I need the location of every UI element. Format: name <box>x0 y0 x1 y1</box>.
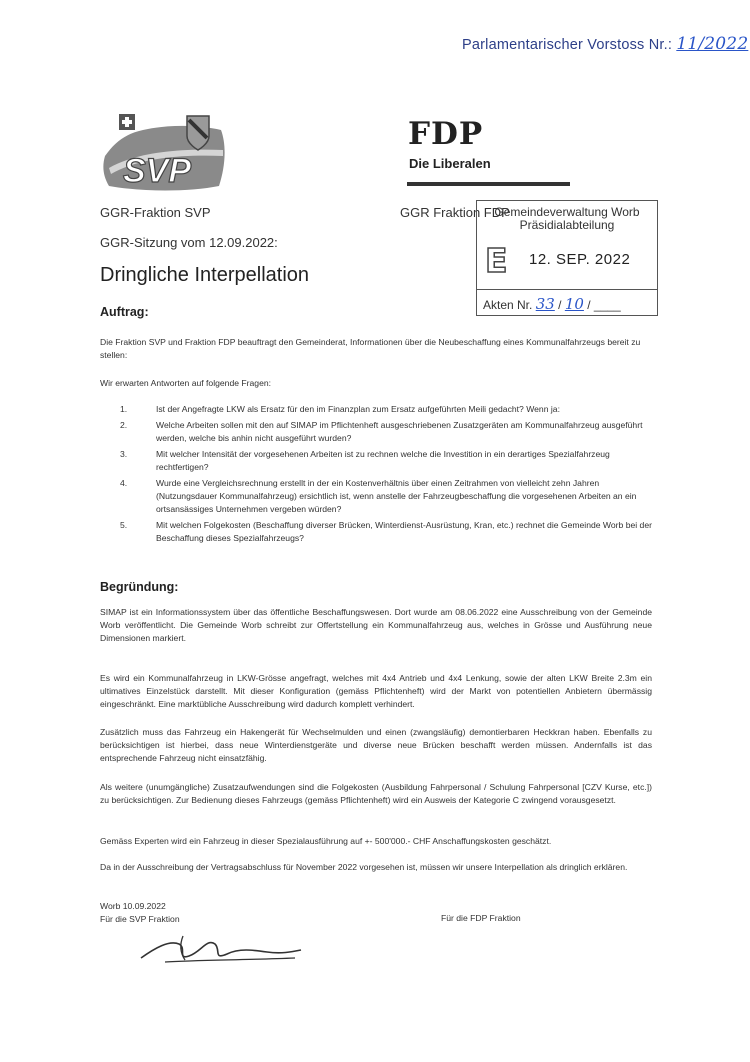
svp-signature-label: Für die SVP Fraktion <box>100 914 180 924</box>
question-item <box>100 419 652 445</box>
question-number: 5. <box>120 520 128 530</box>
session-date: GGR-Sitzung vom 12.09.2022: <box>100 235 278 250</box>
handwritten-signature <box>135 930 305 966</box>
begruendung-paragraph: Gemäss Experten wird ein Fahrzeug in dieser Spezialausführung auf +- 500'000.- CHF Anschaffungskosten geschätzt. <box>100 836 552 846</box>
stamp-akten-number-2: 10 <box>564 295 584 313</box>
questions-list <box>100 403 652 545</box>
stamp-date: 12. SEP. 2022 <box>529 251 631 268</box>
stamp-department: Präsidialabteilung <box>519 218 615 232</box>
question-text: Wurde eine Vergleichsrechnung erstellt in der ein Kostenverhältnis über einen Zeitrahmen von vielleicht zehn Jahren (Nutzungsdauer Kommunalfahrzeug) ersichtlich ist, wenn anstelle der Fahrzeugbeschaffung die vorgesehenen Arbeiten an ein ortsansässiges Unternehmen vergeben würden? <box>156 478 637 514</box>
stamp-divider <box>477 289 657 290</box>
fdp-logo-underline <box>407 182 570 186</box>
document-title: Dringliche Interpellation <box>100 264 310 286</box>
fdp-signature-label: Für die FDP Fraktion <box>441 913 521 923</box>
stamp-akten-tail: / ____ <box>587 298 621 312</box>
begruendung-paragraph: Als weitere (unumgängliche) Zusatzaufwendungen sind die Folgekosten (Ausbildung Fahrpersonal / Schulung Fahrpersonal [CZV Kurse, etc.]) zu berücksichtigen. Zur Bedienung dieses Fahrzeugs (gemäss Pflichtenheft) wird ein Ausweis der Kategorie C zwingend vorausgesetzt. <box>100 782 652 805</box>
vorstoss-label: Parlamentarischer Vorstoss Nr.: <box>462 37 673 53</box>
question-item <box>100 403 652 416</box>
svp-logo <box>103 110 228 195</box>
auftrag-intro: Die Fraktion SVP und Fraktion FDP beauftragt den Gemeinderat, Informationen über die Neubeschaffung eines Kommunalfahrzeugs bereit zu stellen: <box>100 337 641 360</box>
begruendung-paragraph: Da in der Ausschreibung der Vertragsabschluss für November 2022 vorgesehen ist, müssen wir unsere Interpellation als dringlich erklären. <box>100 862 628 872</box>
question-item <box>100 477 652 516</box>
faction-fdp: GGR Fraktion FDP <box>400 205 510 220</box>
svg-text:SVP: SVP <box>123 152 192 190</box>
stamp-akten <box>483 295 621 313</box>
stamp-letter: E <box>485 241 508 280</box>
vorstoss-number: 11/2022 <box>676 34 749 54</box>
question-text: Mit welcher Intensität der vorgesehenen Arbeiten ist zu rechnen welche die Investition in ein derartiges Spezialfahrzeug rechtfertigen? <box>156 449 610 472</box>
vorstoss-reference <box>462 34 748 54</box>
auftrag-heading: Auftrag: <box>100 305 149 319</box>
place-date: Worb 10.09.2022 <box>100 901 166 911</box>
stamp-office: Gemeindeverwaltung Worb <box>494 205 640 219</box>
received-stamp <box>476 200 658 316</box>
begruendung-paragraph: Es wird ein Kommunalfahrzeug in LKW-Grösse angefragt, welches mit 4x4 Antrieb und 4x4 Lenkung, sowie der alten LKW Breite 2.3m ein ultimatives Einzelstück darstellt. Mit dieser Konfiguration (gemäss Pflichtenheft) wird der Markt von potentiellen Anbietern übermässig eingeschränkt. Eine marktübliche Ausschreibung wird dadurch komplett verhindert. <box>100 673 652 709</box>
question-item <box>100 519 652 545</box>
questions-intro: Wir erwarten Antworten auf folgende Fragen: <box>100 378 272 388</box>
begruendung-heading: Begründung: <box>100 580 179 594</box>
stamp-akten-separator: / <box>558 298 562 312</box>
question-number: 4. <box>120 478 128 488</box>
question-text: Welche Arbeiten sollen mit den auf SIMAP im Pflichtenheft ausgeschriebenen Zusatzgeräten am Kommunalfahrzeug ausgeführt werden, welche bis anhin nicht ausgeführt wurden? <box>156 420 643 443</box>
fdp-logo-title: FDP <box>408 116 484 152</box>
stamp-akten-label: Akten Nr. <box>483 298 533 312</box>
question-number: 2. <box>120 420 128 430</box>
question-number: 3. <box>120 449 128 459</box>
begruendung-paragraph: Zusätzlich muss das Fahrzeug ein Hakengerät für Wechselmulden und einen (zwangsläufig) demontierbaren Heckkran haben. Ebenfalls zu berücksichtigen ist hierbei, dass neue Winterdienstgeräte und diverse neue Brücken beschafft werden müssen. Andernfalls ist das entsprechende Fahrzeug nicht einsatzfähig. <box>100 727 652 763</box>
begruendung-paragraph: SIMAP ist ein Informationssystem über das öffentliche Beschaffungswesen. Dort wurde am 08.06.2022 eine Ausschreibung von der Gemeinde Worb veröffentlicht. Die Gemeinde Worb schreibt zur Offertstellung ein Kommunalfahrzeug aus, welches in Grösse und Ausführung neue Dimensionen markiert. <box>100 607 652 643</box>
question-item <box>100 448 652 474</box>
question-number: 1. <box>120 404 128 414</box>
faction-svp: GGR-Fraktion SVP <box>100 205 211 220</box>
question-text: Mit welchen Folgekosten (Beschaffung diverser Brücken, Winterdienst-Ausrüstung, Kran, etc.) rechnet die Gemeinde Worb bei der Beschaffung dieses Spezialfahrzeugs? <box>156 520 652 543</box>
fdp-logo-subtitle: Die Liberalen <box>409 156 491 171</box>
stamp-akten-number-1: 33 <box>535 295 555 313</box>
question-text: Ist der Angefragte LKW als Ersatz für den im Finanzplan zum Ersatz aufgeführten Meili gedacht? Wenn ja: <box>156 404 560 414</box>
